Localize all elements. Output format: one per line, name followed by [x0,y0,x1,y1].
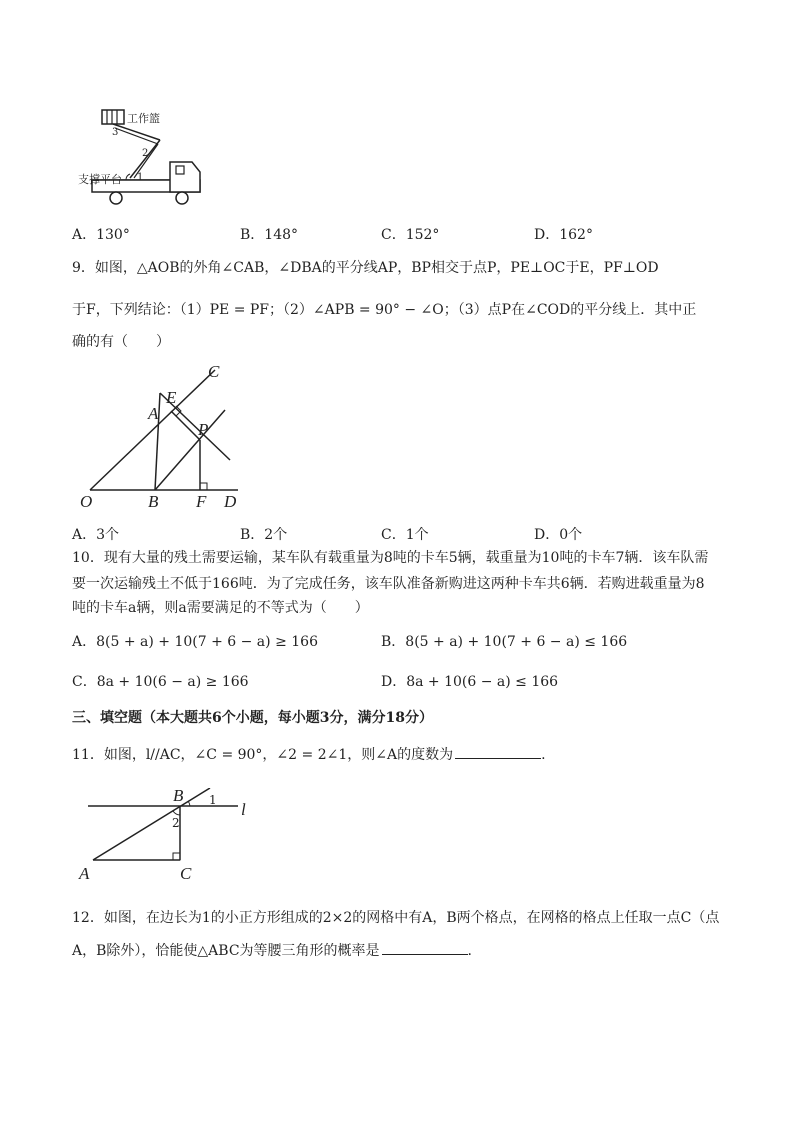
q9-label-f: F [196,492,207,511]
q8-angle-2: 2 [142,148,149,159]
q11-label-l: l [241,800,246,819]
q9-label-a: A [148,404,159,423]
q11-period: . [541,747,546,763]
section-3-heading: 三、填空题（本大题共6个小题，每小题3分，满分18分） [72,710,433,726]
q11-angle-1: 1 [209,793,217,807]
q10-option-c: C．8a + 10(6 − a) ≥ 166 [72,674,249,690]
q8-option-a: A．130° [72,227,130,243]
q11-angle-2: 2 [172,816,180,830]
q11-text [72,744,546,765]
q9-option-b: B．2个 [240,527,288,543]
q10-line-1: 10．现有大量的残土需要运输，某车队有载重量为8吨的卡车5辆，载重量为10吨的卡车7辆．该车队需 [72,550,709,566]
q9-label-p: P [198,420,209,439]
q11-answer-blank[interactable] [455,744,541,759]
q11-label-a: A [79,864,90,883]
q9-option-c: C．1个 [381,527,429,543]
q8-angle-3: 3 [112,127,119,138]
q8-angle-1: 1 [137,172,144,183]
q12-answer-blank[interactable] [382,940,468,955]
q12-line-1: 12．如图，在边长为1的小正方形组成的2×2的网格中有A，B两个格点，在网格的格点上任取一点C（点 [72,910,720,926]
q11-geometry-figure [78,788,258,870]
q10-option-a: A．8(5 + a) + 10(7 + 6 − a) ≥ 166 [72,634,318,650]
q9-line-1: 9．如图，△AOB的外角∠CAB，∠DBA的平分线AP，BP相交于点P，PE⊥OC于E，PF⊥OD [72,260,659,276]
q11-label-b: B [173,786,184,805]
q8-option-c: C．152° [381,227,440,243]
q11-label-c: C [180,864,192,883]
q9-line-2: 于F，下列结论：（1）PE = PF；（2）∠APB = 90° − ∠O；（3）点P在∠COD的平分线上．其中正 [72,302,697,318]
q10-option-b: B．8(5 + a) + 10(7 + 6 − a) ≤ 166 [381,634,628,650]
q9-label-o: O [80,492,93,511]
q12-line-2 [72,940,472,961]
q9-label-c: C [208,362,220,381]
q11-question: 11．如图，l//AC，∠C = 90°，∠2 = 2∠1，则∠A的度数为 [72,747,454,763]
q10-line-2: 要一次运输残土不低于166吨．为了完成任务，该车队准备新购进这两种卡车共6辆．若购进载重量为8 [72,576,705,592]
q12-period: . [467,943,472,959]
q9-label-e: E [166,388,177,407]
q10-option-d: D．8a + 10(6 − a) ≤ 166 [381,674,559,690]
q9-option-a: A．3个 [72,527,120,543]
q9-label-b: B [148,492,159,511]
q8-option-d: D．162° [534,227,593,243]
q9-label-d: D [224,492,237,511]
q8-basket-label: 工作篮 [127,112,160,125]
q10-line-3: 吨的卡车a辆，则a需要满足的不等式为（ ） [72,600,369,616]
q8-platform-label: 支撑平台 [78,173,122,186]
q12-question-end: A，B除外），恰能使△ABC为等腰三角形的概率是 [72,943,380,959]
q9-option-d: D．0个 [534,527,583,543]
q9-line-3: 确的有（ ） [72,334,170,350]
q8-option-b: B．148° [240,227,299,243]
